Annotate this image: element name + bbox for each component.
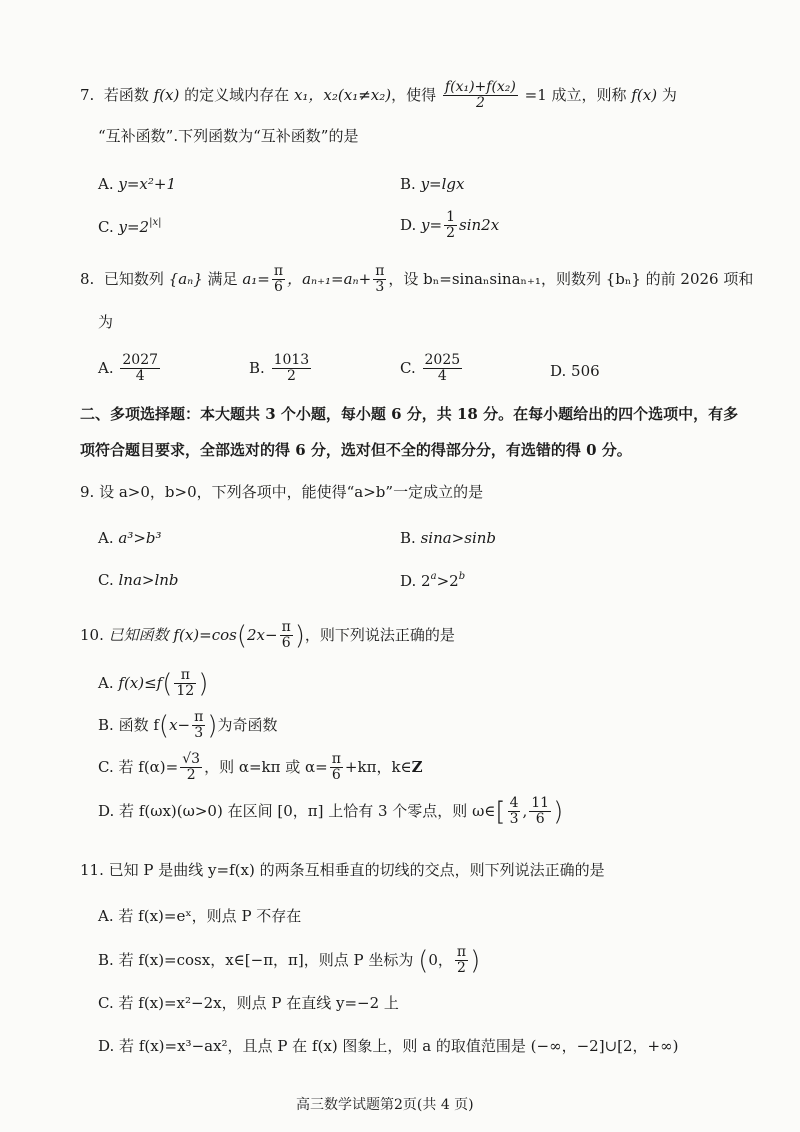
close-paren: ) (470, 945, 481, 976)
q11-text: 已知 P 是曲线 y=f(x) 的两条互相垂直的切线的交点，则下列说法正确的是 (108, 861, 605, 879)
frac-num: π (281, 619, 291, 635)
q8-option-c (400, 353, 464, 385)
option-text: y=x²+1 (118, 175, 177, 193)
frac-num: π (456, 944, 467, 960)
option-fraction (444, 210, 457, 242)
option-text-post: 为奇函数 (217, 715, 278, 734)
section-2-heading-line1: 二、多项选择题：本大题共 3 个小题，每小题 6 分，共 18 分。在每小题给出的四个选项中，有多 (80, 405, 739, 423)
option-label: C. (98, 994, 114, 1012)
q8-recurrence: ，aₙ₊₁=aₙ+ (287, 269, 372, 288)
q7-fx-2: f(x) (631, 85, 658, 104)
frac-num: 1013 (273, 352, 310, 368)
close-paren: ) (553, 796, 564, 827)
option-label: B. (400, 175, 416, 193)
q8-stem-line1 (80, 264, 753, 296)
option-fraction (174, 668, 196, 700)
q9-option-b (400, 529, 496, 547)
option-label: A. (98, 529, 114, 547)
frac-num: √3 (182, 751, 201, 767)
option-text: sina>sinb (420, 529, 497, 547)
q10-text-1: 已知函数 f(x)=cos (108, 625, 237, 644)
section-2-heading-line2: 项符合题目要求，全部选对的得 6 分，选对但不全的得部分分，有选错的得 0 分。 (80, 441, 632, 459)
option-exponent: |x| (149, 217, 162, 228)
option-text-pre: 若 f(α)= (118, 757, 179, 776)
frac-num: 4 (509, 795, 519, 811)
q7-frac-den: 2 (475, 95, 485, 112)
option-label: B. (98, 950, 114, 969)
q9-option-d (400, 571, 465, 590)
q7-frac-num: f(x₁)+f(x₂) (444, 79, 516, 95)
q8-text-3: ，设 bₙ=sinaₙsinaₙ₊₁，则数列 {bₙ} 的前 2026 项和 (388, 269, 754, 288)
q7-option-c (98, 217, 161, 236)
q8-text-1: 已知数列 (103, 269, 164, 288)
q9-stem (80, 483, 483, 501)
option-fraction (192, 710, 205, 742)
frac-num: π (194, 709, 204, 725)
option-label: B. (249, 358, 265, 377)
option-gt: >2 (436, 572, 459, 590)
option-text: 若 f(x)=x²−2x，则点 P 在直线 y=−2 上 (118, 994, 399, 1012)
frac-den: 3 (509, 811, 519, 828)
q10-number: 10. (80, 625, 104, 644)
option-exponent: b (458, 571, 466, 582)
q8-number: 8. (80, 269, 95, 288)
q7-fraction (443, 80, 518, 112)
close-paren: ) (294, 620, 305, 651)
option-label: B. (400, 529, 416, 547)
option-label: D. (550, 362, 567, 380)
frac-num: π (273, 263, 284, 279)
option-fraction (455, 945, 468, 977)
option-text: y=2 (118, 218, 150, 236)
frac-den: 2 (446, 225, 456, 242)
q8-text-2: 满足 (207, 269, 238, 288)
option-label: A. (98, 673, 114, 692)
q7-option-b (400, 175, 464, 193)
option-label: A. (98, 907, 114, 925)
option-fraction (423, 353, 463, 385)
frac-den: 6 (281, 635, 291, 652)
q7-stem-line1 (80, 80, 677, 112)
q8-option-b (249, 353, 313, 385)
option-coord-x: 0， (428, 950, 453, 969)
q8-frac-2 (373, 264, 386, 296)
open-paren: ( (236, 620, 247, 651)
option-fraction-2 (330, 752, 343, 784)
frac-num: π (375, 263, 385, 279)
option-text-pre: 若 f(x)=cosx，x∈[−π，π]，则点 P 坐标为 (118, 950, 414, 969)
frac-num: 11 (531, 795, 550, 811)
q11-option-d (98, 1037, 678, 1055)
q11-number: 11. (80, 861, 104, 879)
option-fraction-1 (508, 796, 521, 828)
option-text: 若 f(x)=x³−ax²，且点 P 在 f(x) 图象上，则 a 的取值范围是 (−∞，−2]∪[2，+∞) (119, 1037, 679, 1055)
option-text: 506 (571, 362, 600, 380)
frac-den: 6 (331, 767, 341, 784)
q9-number: 9. (80, 483, 95, 501)
option-label: B. (98, 715, 114, 734)
q7-option-a (98, 175, 176, 193)
q11-option-b (98, 945, 480, 977)
frac-den: 4 (135, 368, 145, 385)
q10-stem (80, 620, 455, 652)
q8-frac-1 (272, 264, 285, 296)
frac-den: 2 (186, 767, 196, 784)
option-text: a³>b³ (118, 529, 162, 547)
frac-num: π (174, 668, 196, 684)
option-fraction (120, 353, 160, 385)
option-label: A. (98, 358, 114, 377)
option-exponent: a (430, 571, 437, 582)
option-fraction-2 (529, 796, 551, 828)
q10-option-a (98, 668, 208, 700)
q8-option-a (98, 353, 162, 385)
q11-option-c (98, 994, 399, 1012)
option-arg: x− (169, 715, 191, 734)
frac-den: 3 (194, 725, 204, 742)
option-text-post: +kπ，k∈ (344, 757, 412, 776)
option-base: 2 (421, 572, 431, 590)
q7-text-4: =1 成立，则称 (524, 85, 627, 104)
q8-stem-line2: 为 (98, 313, 114, 331)
q7-vars: x₁，x₂(x₁≠x₂) (293, 85, 392, 104)
frac-den: 3 (375, 279, 385, 296)
option-label: C. (98, 218, 114, 236)
q11-stem (80, 861, 605, 879)
frac-den: 12 (176, 683, 195, 700)
open-paren: ( (158, 710, 170, 741)
option-label: C. (98, 571, 114, 589)
q10-text-2: ，则下列说法正确的是 (304, 625, 455, 644)
close-paren: ) (198, 668, 209, 699)
option-fraction (272, 353, 312, 385)
option-label: D. (98, 1037, 115, 1055)
frac-den: 6 (535, 811, 545, 828)
q7-text-2: 的定义域内存在 (184, 85, 290, 104)
open-paren: ( (162, 668, 173, 699)
option-text-pre: f(x)≤f (118, 673, 163, 692)
option-label: D. (98, 801, 115, 820)
q7-option-d (400, 210, 499, 242)
option-text-pre: y= (421, 215, 443, 234)
open-bracket: [ (495, 796, 506, 827)
q9-option-a (98, 529, 162, 547)
option-text-mid: ，则 α=kπ 或 α= (204, 757, 328, 776)
option-label: D. (400, 215, 417, 234)
option-label: C. (98, 757, 114, 776)
option-text-post: sin2x (459, 215, 500, 234)
q8-a1: a₁= (242, 269, 270, 288)
frac-den: 2 (457, 960, 466, 977)
integer-set-symbol: Z (411, 757, 423, 776)
q7-fx: f(x) (153, 85, 180, 104)
close-paren: ) (207, 710, 218, 741)
option-label: C. (400, 358, 416, 377)
q7-text-3: ，使得 (391, 85, 437, 104)
q10-option-b (98, 710, 277, 742)
frac-num: 2027 (122, 352, 159, 368)
option-fraction (180, 752, 202, 784)
q10-arg: 2x− (246, 625, 278, 644)
q7-stem-line2: “互补函数”.下列函数为“互补函数”的是 (98, 127, 359, 145)
q9-option-c (98, 571, 179, 589)
frac-den: 6 (274, 279, 283, 296)
q11-option-a (98, 907, 301, 925)
option-text-pre: 函数 f (118, 715, 159, 734)
q7-number: 7. (80, 85, 95, 104)
open-paren: ( (418, 945, 429, 976)
q10-option-c (98, 752, 423, 784)
option-text: 若 f(x)=eˣ，则点 P 不存在 (118, 907, 302, 925)
frac-num: 1 (446, 209, 456, 225)
frac-num: π (331, 751, 341, 767)
frac-den: 4 (437, 368, 447, 385)
frac-den: 2 (286, 368, 296, 385)
option-text: lna>lnb (118, 571, 179, 589)
q7-text-5: 为 (661, 85, 677, 104)
q8-sequence: {aₙ} (168, 269, 203, 288)
q7-text-1: 若函数 (103, 85, 149, 104)
q8-option-d (550, 362, 600, 380)
q10-frac (280, 620, 293, 652)
option-text-pre: 若 f(ωx)(ω>0) 在区间 [0，π] 上恰有 3 个零点，则 ω∈ (119, 801, 496, 820)
option-label: A. (98, 175, 114, 193)
frac-num: 2025 (424, 352, 461, 368)
page-footer: 高三数学试题第2页(共 4 页) (296, 1097, 474, 1113)
option-text: y=lgx (420, 175, 465, 193)
option-label: D. (400, 572, 417, 590)
q10-option-d: D. 若 f(ωx)(ω>0) 在区间 [0，π] 上恰有 3 个零点，则 ω∈[ $\frac{4}{3}$ , $\frac{11}{6}$ ) (98, 795, 564, 828)
q9-text: 设 a>0，b>0，下列各项中，能使得“a>b”一定成立的是 (99, 483, 484, 501)
